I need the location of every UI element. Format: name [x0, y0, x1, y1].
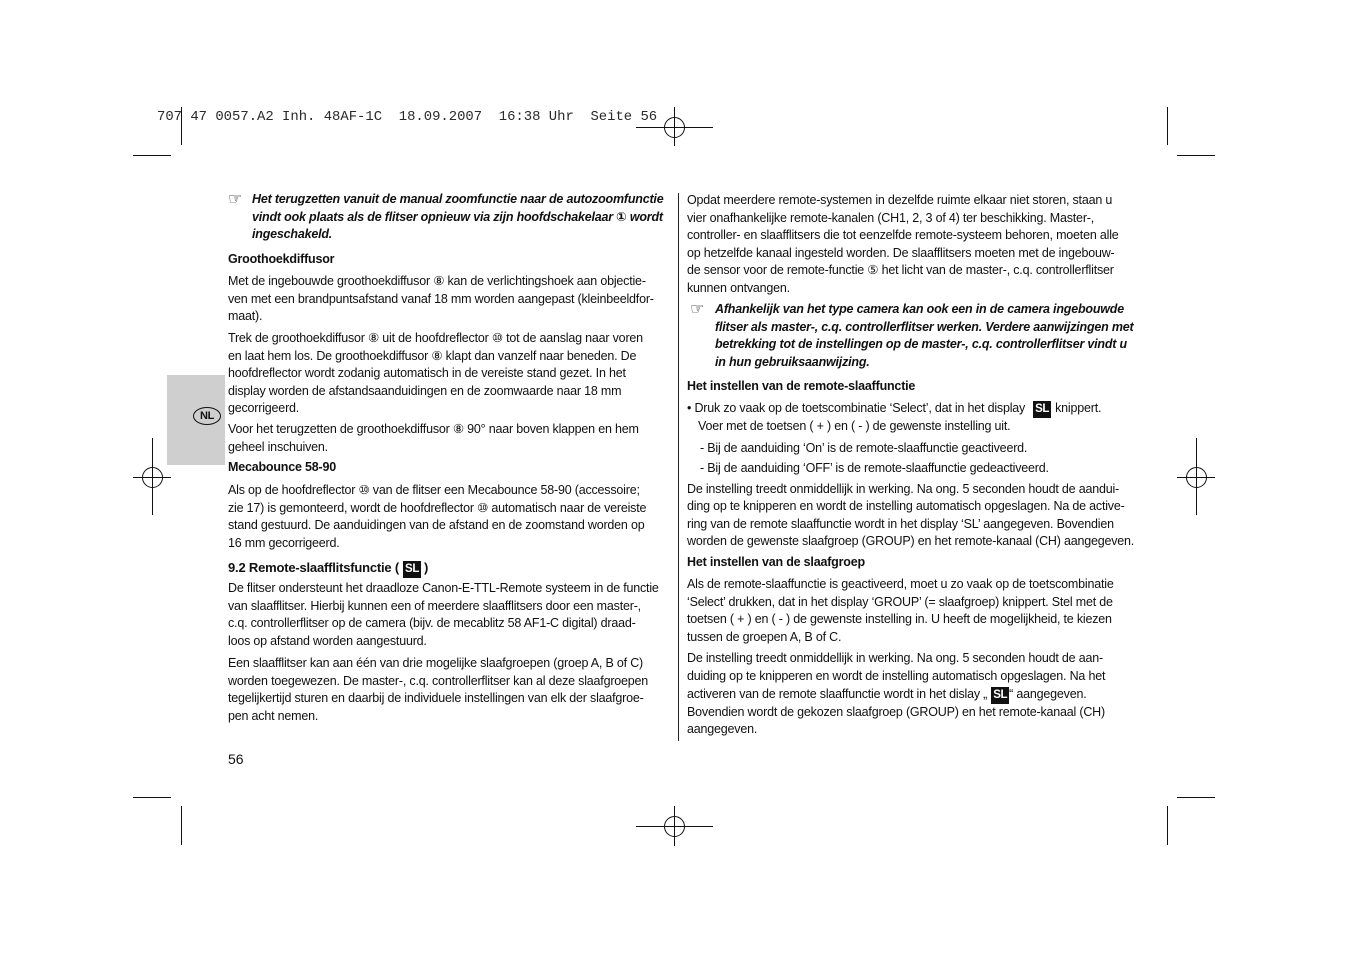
dash-list [700, 438, 1049, 478]
text-line: Als op de hoofdreflector ⑩ van de flitser een Mecabounce 58-90 (accessoire; [228, 483, 640, 497]
text-line: vier onafhankelijke remote-kanalen (CH1, 2, 3 of 4) ter beschikking. Master-, [687, 210, 1095, 225]
text-line: Het terugzetten vanuit de manual zoomfunctie naar de autozoomfunctie [252, 192, 664, 206]
slave-symbol-icon: SL [1033, 401, 1051, 418]
text-line: De instelling treedt onmiddellijk in werking. Na ong. 5 seconden houdt de aandui- [687, 482, 1119, 496]
text-line: Trek de groothoekdiffusor ⑧ uit de hoofdreflector ⑩ tot de aanslag naar voren [228, 331, 643, 345]
crop-mark-bottom-right [1168, 798, 1216, 846]
text-line: stand gestuurd. De aanduidingen van de afstand en de zoomstand worden op [228, 518, 645, 533]
language-badge: NL [193, 407, 221, 425]
text-line: ding op te knipperen en wordt de instelling automatisch opgeslagen. Na de active- [687, 499, 1125, 514]
text-line: ‘Select’ drukken, dat in het display ‘GROUP’ (= slaafgroep) knippert. Stel met de [687, 594, 1113, 609]
text-line: van slaafflitser. Hierbij kunnen een of meerdere slaafflitsers door een master-, [228, 598, 641, 613]
dash-item: - Bij de aanduiding ‘OFF’ is de remote-slaaffunctie gedeactiveerd. [700, 461, 1049, 475]
text-line: worden toegewezen. De master-, c.q. controllerflitser kan al deze slaafgroepen [228, 673, 649, 688]
paragraph-diffusor-use [228, 330, 643, 418]
bullet-text-end: knippert. [1055, 401, 1102, 415]
section-heading-remote-slave [228, 559, 428, 578]
paragraph-diffusor-reset [228, 421, 639, 456]
bullet-line [687, 400, 1101, 418]
paragraph-group [687, 576, 1114, 647]
note-camera-master [690, 301, 1134, 371]
text-line: pen acht nemen. [228, 708, 319, 723]
text-line: tegelijkertijd sturen en daarbij de individuele instellingen van elk der slaafgroe- [228, 691, 644, 706]
text-line: ingeschakeld. [252, 227, 333, 242]
text-line: Voor het terugzetten de groothoekdiffusor ⑧ 90° naar boven klappen en hem [228, 422, 639, 436]
registration-mark-left [133, 438, 171, 515]
paragraph-remote-confirm [687, 481, 1134, 550]
text-line: toetsen ( + ) en ( - ) de gewenste instelling in. U heeft de mogelijkheid, te kiezen [687, 612, 1112, 627]
text-line: 16 mm gecorrigeerd. [228, 535, 340, 550]
heading-remote-setting: Het instellen van de remote-slaaffunctie [687, 379, 916, 393]
section-heading-close: ) [424, 560, 429, 575]
paragraph-group-confirm [687, 650, 1105, 739]
text-line: vindt ook plaats als de flitser opnieuw via zijn hoofdschakelaar ① wordt [252, 209, 663, 224]
text-line: betrekking tot de instellingen op de master-, c.q. controllerflitser vindt u [715, 337, 1127, 352]
text-line: ring van de remote slaaffunctie wordt in het display ‘SL’ aangegeven. Bovendien [687, 516, 1114, 531]
text-line: de sensor voor de remote-functie ⑤ het licht van de master-, c.q. controllerflitser [687, 263, 1114, 278]
text-line: geheel inschuiven. [228, 439, 328, 454]
text-line: op hetzelfde kanaal ingesteld worden. De slaafflitsers moeten met de ingebouw- [687, 245, 1115, 260]
heading-mecabounce: Mecabounce 58-90 [228, 460, 336, 474]
column-divider [678, 193, 679, 741]
pointing-hand-icon [228, 189, 242, 209]
slave-symbol-icon: SL [991, 687, 1009, 704]
heading-wide-angle-diffusor: Groothoekdiffusor [228, 252, 335, 266]
heading-group-setting: Het instellen van de slaafgroep [687, 555, 865, 569]
bullet-text: • Druk zo vaak op de toetscombinatie ‘Select’, dat in het display [687, 401, 1026, 415]
text-line: ven met een brandpuntsafstand vanaf 18 mm worden aangepast (kleinbeeldfor- [228, 291, 654, 306]
text-line: zie 17) is gemonteerd, wordt de hoofdreflector ⑩ automatisch naar de vereiste [228, 500, 647, 515]
dash-item: - Bij de aanduiding ‘On’ is de remote-slaaffunctie geactiveerd. [700, 441, 1028, 455]
note-text [690, 301, 1134, 371]
crop-mark-top-right [1168, 107, 1216, 156]
text-line: Met de ingebouwde groothoekdiffusor ⑧ kan de verlichtingshoek aan objectie- [228, 274, 646, 288]
text-line: tussen de groepen A, B of C. [687, 630, 842, 645]
text-segment: “ aangegeven. [1009, 686, 1087, 701]
page-number: 56 [228, 751, 244, 767]
crop-mark-bottom-left [133, 798, 182, 846]
text-line: display worden de afstandsaanduidingen en de zoomwaarde naar 18 mm [228, 383, 622, 398]
text-line: worden de gewenste slaafgroep (GROUP) en het remote-kanaal (CH) aangegeven. [687, 533, 1135, 548]
text-line: kunnen ontvangen. [687, 280, 790, 295]
bullet-select-instruction [687, 400, 1101, 436]
text-segment: activeren van de remote slaaffunctie wordt in het dislay „ [687, 686, 988, 701]
text-line: loos op afstand worden aangestuurd. [228, 633, 427, 648]
registration-mark-right [1177, 438, 1215, 515]
symbol-text-line [687, 686, 1105, 704]
pointing-hand-icon [690, 299, 704, 319]
section-heading-text: 9.2 Remote-slaafflitsfunctie ( [228, 560, 399, 575]
text-line: hoofdreflector wordt zodanig automatisch in de vereiste stand gezet. In het [228, 366, 626, 381]
text-line: De instelling treedt onmiddellijk in werking. Na ong. 5 seconden houdt de aan- [687, 651, 1103, 665]
print-header-line: 707 47 0057.A2 Inh. 48AF-1C 18.09.2007 16:38 Uhr Seite 56 [157, 109, 658, 125]
text-line: Bovendien wordt de gekozen slaafgroep (GROUP) en het remote-kanaal (CH) [687, 704, 1105, 719]
text-line: en laat hem los. De groothoekdiffusor ⑧ klapt dan vanzelf naar beneden. De [228, 348, 637, 363]
paragraph-diffusor-intro [228, 273, 654, 326]
paragraph-mecabounce [228, 482, 646, 552]
text-line: gecorrigeerd. [228, 401, 300, 416]
registration-mark-bottom [636, 806, 713, 846]
text-line: Opdat meerdere remote-systemen in dezelfde ruimte elkaar niet storen, staan u [687, 193, 1113, 207]
note-text [228, 191, 663, 244]
text-line: Afhankelijk van het type camera kan ook een in de camera ingebouwde [715, 302, 1124, 316]
slave-symbol-icon: SL [403, 561, 421, 578]
paragraph-channels [687, 192, 1119, 298]
bullet-continuation: Voer met de toetsen ( + ) en ( - ) de gewenste instelling uit. [698, 419, 1011, 433]
text-line: Als de remote-slaaffunctie is geactiveerd, moet u zo vaak op de toetscombinatie [687, 577, 1114, 591]
text-line: Een slaafflitser kan aan één van drie mogelijke slaafgroepen (groep A, B of C) [228, 656, 643, 670]
note-zoom-reset [228, 191, 663, 244]
text-line: aangegeven. [687, 722, 758, 737]
text-line: in hun gebruiksaanwijzing. [715, 354, 870, 369]
text-line: c.q. controllerflitser op de camera (bijv. de mecablitz 58 AF1-C digital) draad- [228, 616, 636, 631]
text-line: maat). [228, 309, 263, 324]
text-line: flitser als master-, c.q. controllerflitser werken. Verdere aanwijzingen met [715, 319, 1134, 334]
text-line: duiding op te knipperen en wordt de instelling automatisch opgeslagen. Na het [687, 668, 1106, 683]
text-line: De flitser ondersteunt het draadloze Canon-E-TTL-Remote systeem in de functie [228, 581, 659, 595]
paragraph-remote-intro [228, 580, 659, 650]
text-line: controller- en slaafflitsers die tot eenzelfde remote-systeem behoren, moeten alle [687, 228, 1119, 243]
paragraph-slave-groups [228, 655, 648, 725]
